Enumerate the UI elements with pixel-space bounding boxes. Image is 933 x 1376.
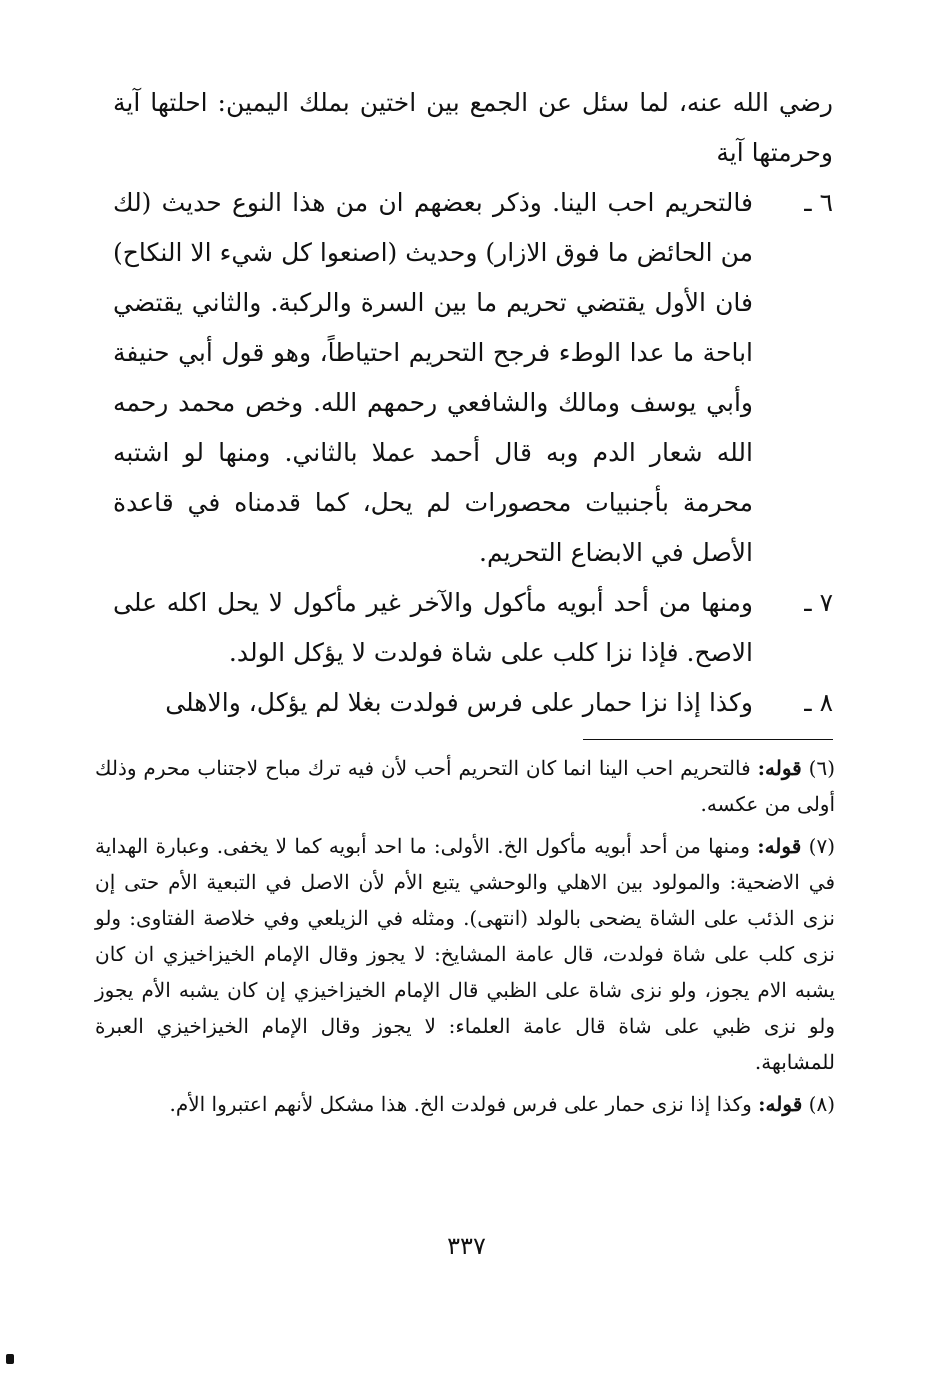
footnote-8-label: قوله: (758, 1092, 803, 1116)
footnote-7 (95, 828, 835, 1080)
page-number: ٣٣٧ (447, 1232, 486, 1260)
main-text-block (113, 78, 833, 728)
intro-paragraph (113, 78, 833, 178)
paragraph-7-text: ومنها من أحد أبويه مأكول والآخر غير مأكول لا يحل اكله على الاصح. فإذا نزا كلب على شاة فولدت لا يؤكل الولد. (113, 588, 753, 667)
paragraph-6-text: فالتحريم احب الينا. وذكر بعضهم ان من هذا النوع حديث (لك من الحائض ما فوق الازار) وحديث (اصنعوا كل شيء الا النكاح) فان الأول يقتضي تحريم ما بين السرة والركبة. والثاني يقتضي اباحة ما عدا الوطء فرجح التحريم احتياطاً، وهو قول أبي حنيفة وأبي يوسف ومالك والشافعي رحمهم الله. وخص محمد رحمه الله شعار الدم وبه قال أحمد عملا بالثاني. ومنها لو اشتبه محرمة بأجنبيات محصورات لم يحل، كما قدمناه في قاعدة الأصل في الابضاع التحريم. (113, 188, 753, 567)
footnote-8-text: وكذا إذا نزى حمار على فرس فولدت الخ. هذا مشكل لأنهم اعتبروا الأم. (169, 1092, 752, 1116)
paragraph-7 (113, 578, 833, 678)
footnote-6-text: فالتحريم احب الينا انما كان التحريم أحب لأن فيه ترك مباح لاجتناب محرم وذلك أولى من عكسه. (95, 756, 835, 816)
paragraph-6-number: ٦ ـ (804, 188, 833, 217)
footnote-7-prefix: (٧) (808, 834, 835, 858)
intro-text: رضي الله عنه، لما سئل عن الجمع بين اختين بملك اليمين: احلتها آية وحرمتها آية (113, 88, 833, 167)
paragraph-6 (113, 178, 833, 578)
footnote-6-prefix: (٦) (808, 756, 836, 780)
scan-mark (6, 1354, 14, 1364)
paragraph-8-number: ٨ ـ (804, 688, 833, 717)
footnotes-block (95, 750, 835, 1128)
footnote-6 (95, 750, 835, 822)
footnote-8 (95, 1086, 835, 1122)
paragraph-8-text: وكذا إذا نزا حمار على فرس فولدت بغلا لم يؤكل، والاهلى (165, 688, 753, 717)
paragraph-7-number: ٧ ـ (804, 588, 833, 617)
footnote-7-label: قوله: (757, 834, 802, 858)
footnote-7-text: ومنها من أحد أبويه مأكول الخ. الأولى: ما احد أبويه كما لا يخفى. وعبارة الهداية في الاضحية: والمولود بين الاهلي والوحشي يتبع الأم لأن الاصل في التبعية الأم حتى إن نزى الذئب على الشاة يضحى بالولد (انتهى). ومثله في الزيلعي وفي خلاصة الفتاوى: ولو نزى كلب على شاة فولدت، قال عامة المشايخ: لا يجوز وقال الإمام الخيزاخيزي ان كان يشبه الام يجوز، ولو نزى شاة على الظبي قال الإمام الخيزاخيزي إن كان يشبه الأم يجوز ولو نزى ظبي على شاة قال عامة العلماء: لا يجوز وقال الإمام الخيزاخيزي العبرة للمشابهة. (95, 834, 835, 1074)
footnote-divider (583, 739, 833, 740)
paragraph-8 (113, 678, 833, 728)
footnote-6-label: قوله: (757, 756, 802, 780)
footnote-8-prefix: (٨) (808, 1092, 835, 1116)
